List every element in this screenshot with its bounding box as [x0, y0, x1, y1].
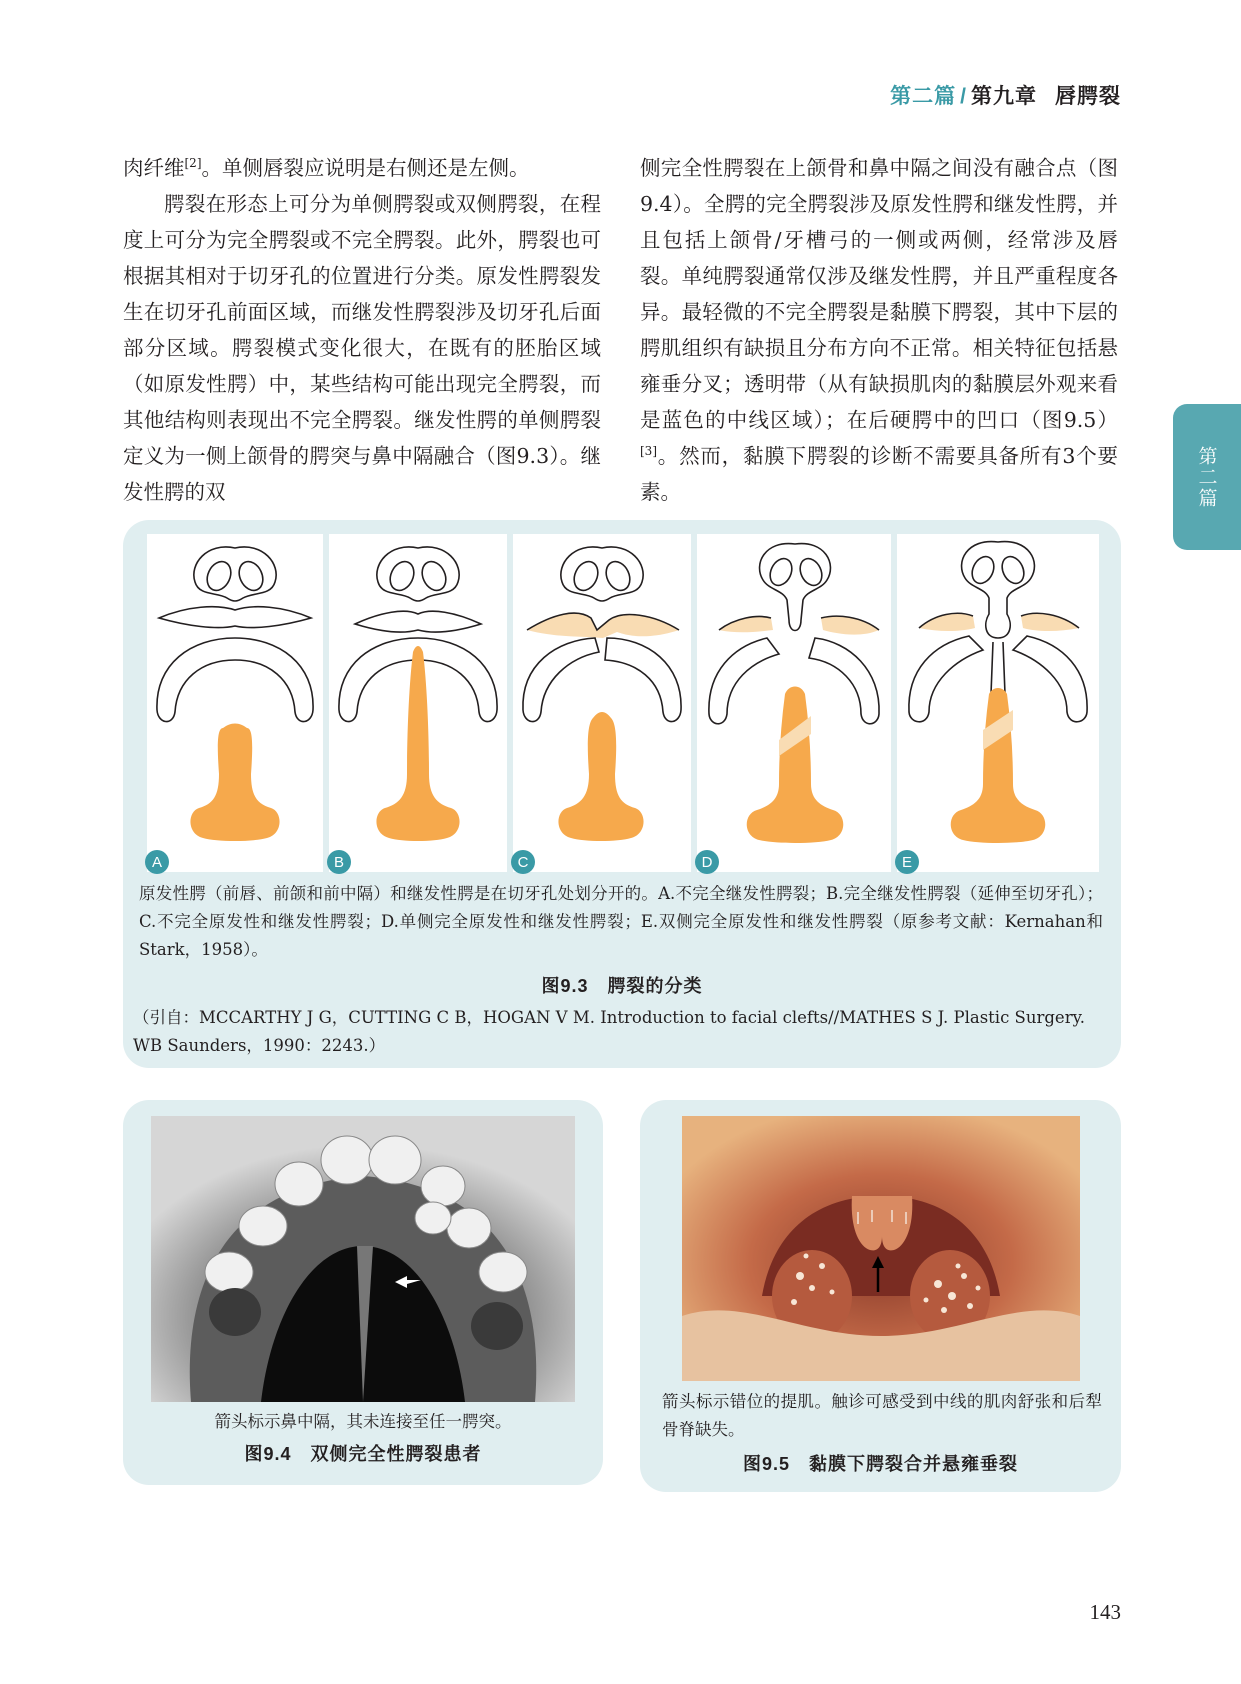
figure-9-4-title: 图9.4 双侧完全性腭裂患者	[244, 1444, 482, 1464]
body-column-left	[123, 150, 601, 510]
label-badge-a: A	[145, 850, 169, 874]
citation: [2]	[184, 156, 202, 171]
paragraph	[123, 150, 601, 186]
bilateral-cleft-photo-art	[151, 1116, 575, 1402]
cleft-diagram-row	[147, 534, 1099, 872]
palate-diagram-b	[329, 534, 507, 872]
diagram-e	[897, 534, 1099, 872]
palate-diagram-a	[147, 534, 323, 872]
figure-9-3-panel	[123, 520, 1121, 1068]
figure-9-5-panel	[640, 1100, 1121, 1492]
figure-9-4-panel	[123, 1100, 603, 1485]
paragraph-text: 侧完全性腭裂在上颌骨和鼻中隔之间没有融合点（图9.4）。全腭的完全腭裂涉及原发性腭和继发性腭，并且包括上颌骨/牙槽弓的一侧或两侧，经常涉及唇裂。单纯腭裂通常仅涉及继发性腭，并且严重程度各异。最轻微的不完全腭裂是黏膜下腭裂，其中下层的腭肌组织有缺损且分布方向不正常。相关特征包括悬雍垂分叉；透明带（从有缺损肌肉的黏膜层外观来看是蓝色的中线区域）；在后硬腭中的凹口（图9.5）	[640, 156, 1118, 432]
header-part: 第二篇	[890, 85, 957, 108]
diagram-b	[329, 534, 507, 872]
paragraph	[640, 150, 1118, 510]
page-number: 143	[1089, 1600, 1121, 1624]
diagram-d	[697, 534, 891, 872]
header-title: 唇腭裂	[1055, 85, 1121, 108]
paragraph-text: 肉纤维	[123, 156, 185, 180]
submucous-cleft-photo	[682, 1116, 1080, 1381]
figure-9-5-title: 图9.5 黏膜下腭裂合并悬雍垂裂	[742, 1454, 1019, 1474]
paragraph: 腭裂在形态上可分为单侧腭裂或双侧腭裂，在程度上可分为完全腭裂或不完全腭裂。此外，腭裂也可根据其相对于切牙孔的位置进行分类。原发性腭裂发生在切牙孔前面区域，而继发性腭裂涉及切牙孔后面部分区域。腭裂模式变化很大，在既有的胚胎区域（如原发性腭）中，某些结构可能出现完全腭裂，而其他结构则表现出不完全腭裂。继发性腭的单侧腭裂定义为一侧上颌骨的腭突与鼻中隔融合（图9.3）。继发性腭的双	[123, 192, 601, 504]
figure-9-4-caption: 箭头标示鼻中隔，其未连接至任一腭突。	[214, 1412, 512, 1431]
header-chapter: 第九章	[971, 85, 1037, 108]
palate-diagram-e	[897, 534, 1099, 872]
figure-9-3-source: （引自：MCCARTHY J G，CUTTING C B，HOGAN V M. Introduction to facial clefts//MATHES S J. Plastic Surgery. WB Saunders，1990：2243.）	[133, 1008, 1085, 1055]
figure-9-5-caption: 箭头标示错位的提肌。触诊可感受到中线的肌肉舒张和后犁骨脊缺失。	[662, 1392, 1102, 1439]
label-badge-d: D	[695, 850, 719, 874]
bilateral-cleft-photo	[151, 1116, 575, 1402]
palate-diagram-c	[513, 534, 691, 872]
paragraph-text: 。然而，黏膜下腭裂的诊断不需要具备所有3个要素。	[640, 444, 1118, 504]
header-separator: /	[960, 85, 967, 108]
citation: [3]	[640, 444, 657, 459]
running-header	[890, 80, 1121, 110]
diagram-a	[147, 534, 323, 872]
diagram-c	[513, 534, 691, 872]
submucous-cleft-photo-art	[682, 1116, 1080, 1381]
section-side-tab	[1173, 404, 1241, 550]
figure-9-3-title: 图9.3 腭裂的分类	[541, 976, 703, 996]
paragraph-text: 。单侧唇裂应说明是右侧还是左侧。	[201, 156, 530, 180]
body-column-right	[640, 150, 1118, 510]
label-badge-b: B	[327, 850, 351, 874]
label-badge-c: C	[511, 850, 535, 874]
label-badge-e: E	[895, 850, 919, 874]
figure-9-3-caption: 原发性腭（前唇、前颌和前中隔）和继发性腭是在切牙孔处划分开的。A.不完全继发性腭裂；B.完全继发性腭裂（延伸至切牙孔）；C.不完全原发性和继发性腭裂；D.单侧完全原发性和继发性腭裂；E.双侧完全原发性和继发性腭裂（原参考文献：Kernahan和Stark，1958）。	[139, 884, 1103, 959]
side-tab-label: 第二篇	[1195, 445, 1218, 509]
palate-diagram-d	[697, 534, 891, 872]
